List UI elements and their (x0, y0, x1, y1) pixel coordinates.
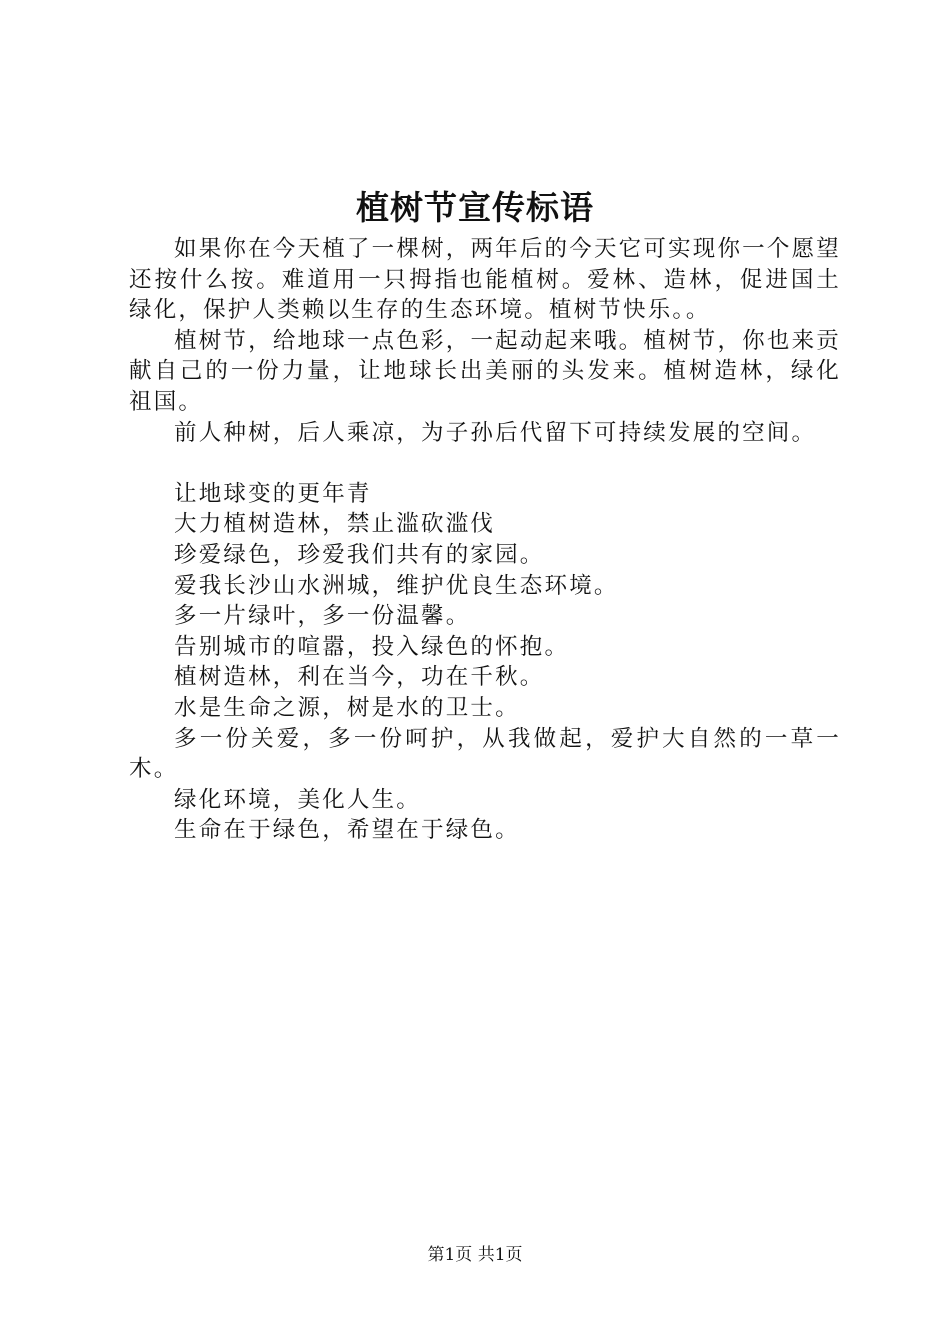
slogan-4: 爱我长沙山水洲城，维护优良生态环境。 (174, 572, 619, 599)
page-footer: 第1页 共1页 (427, 1245, 523, 1265)
slogan-3: 珍爱绿色，珍爱我们共有的家园。 (174, 541, 545, 568)
slogan-9: 多一份关爱，多一份呵护，从我做起，爱护大自然的一草一木。 (129, 725, 841, 783)
paragraph-2: 植树节，给地球一点色彩，一起动起来哦。植树节，你也来贡献自己的一份力量，让地球长出美丽的头发来。植树造林，绿化祖国。 (129, 327, 841, 415)
document-body (129, 234, 841, 846)
slogan-5: 多一片绿叶，多一份温馨。 (174, 603, 471, 630)
slogan-6: 告别城市的喧嚣，投入绿色的怀抱。 (174, 633, 570, 660)
slogan-2: 大力植树造林，禁止滥砍滥伐 (174, 511, 496, 538)
slogan-8: 水是生命之源，树是水的卫士。 (174, 694, 520, 721)
slogan-1: 让地球变的更年青 (174, 480, 372, 507)
blank-line (129, 448, 841, 479)
slogan-10: 绿化环境，美化人生。 (174, 786, 422, 813)
document-title: 植树节宣传标语 (356, 188, 594, 227)
paragraph-3: 前人种树，后人乘凉，为子孙后代留下可持续发展的空间。 (174, 419, 817, 446)
slogan-7: 植树造林，利在当今，功在千秋。 (174, 664, 545, 691)
slogan-11: 生命在于绿色，希望在于绿色。 (174, 817, 520, 844)
paragraph-1: 如果你在今天植了一棵树，两年后的今天它可实现你一个愿望还按什么按。难道用一只拇指也能植树。爱林、造林，促进国土绿化，保护人类赖以生存的生态环境。植树节快乐。。 (129, 236, 841, 324)
